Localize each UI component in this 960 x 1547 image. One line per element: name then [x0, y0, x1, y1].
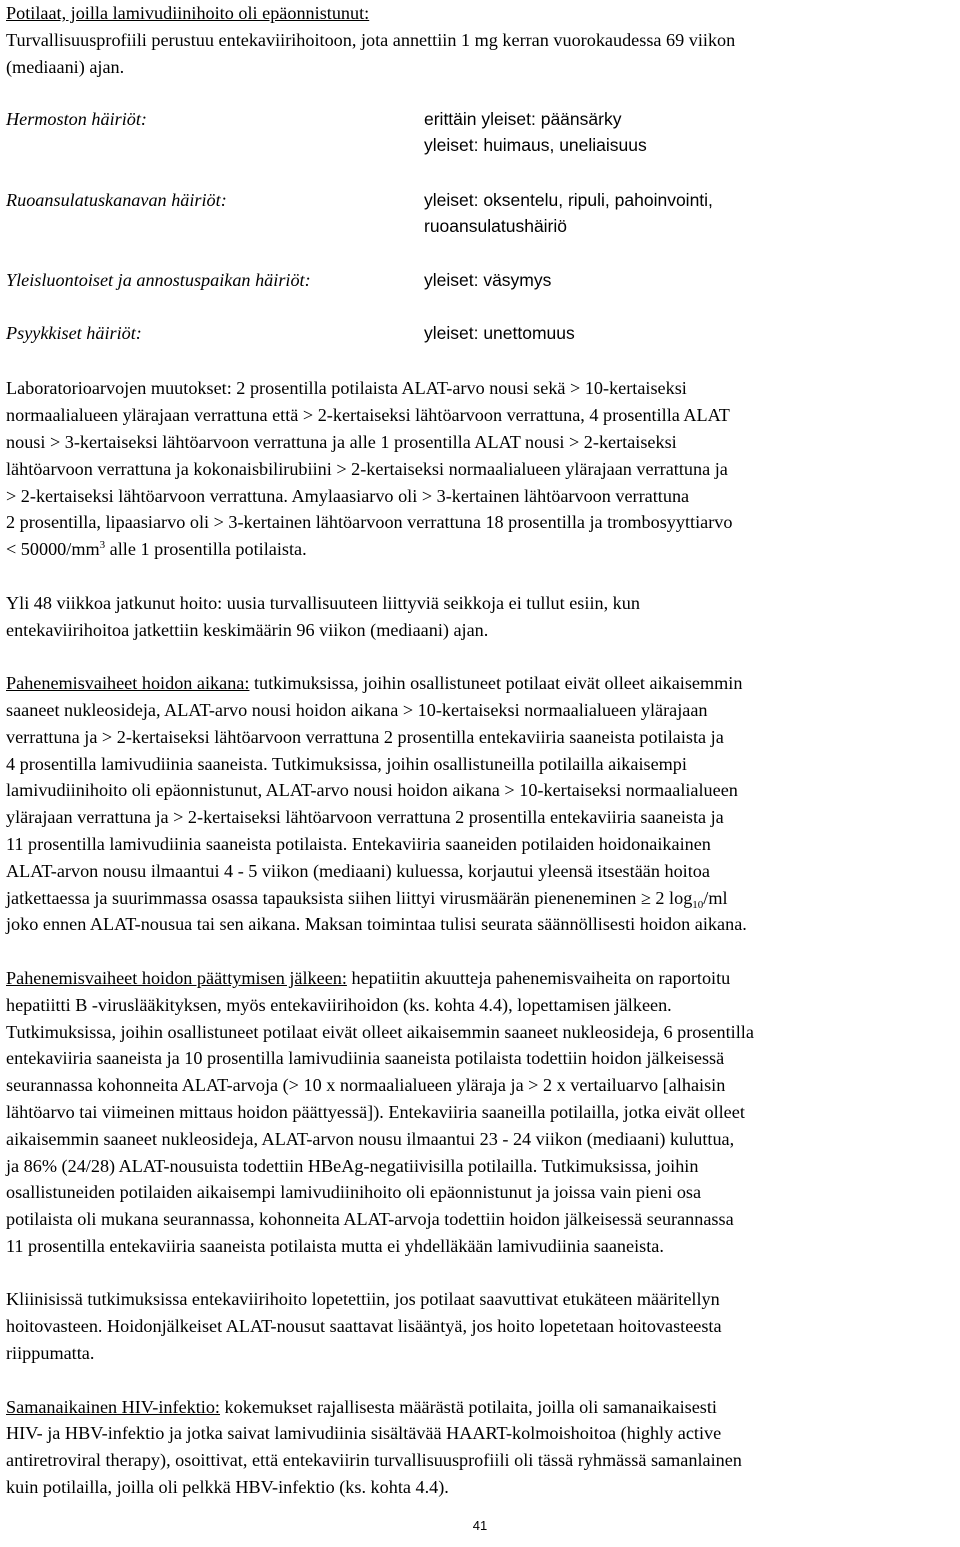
frequency-line: ruoansulatushäiriö — [424, 216, 568, 237]
frequency-value — [424, 267, 551, 293]
text-line: joko ennen ALAT-nousua tai sen aikana. Maksan toimintaa tulisi seurata säännöllisesti hoidon aikana. — [6, 914, 747, 935]
text-line: Turvallisuusprofiili perustuu entekaviirihoitoon, jota annettiin 1 mg kerran vuorokaudessa 69 viikon — [6, 29, 736, 50]
text-line: hepatiitti B -viruslääkityksen, myös entekaviirihoidon (ks. kohta 4.4), lopettamisen jälkeen. — [6, 994, 672, 1015]
lab-paragraph — [6, 375, 956, 563]
frequency-value — [424, 187, 713, 239]
text-line: Laboratorioarvojen muutokset: 2 prosentilla potilaista ALAT-arvo nousi sekä > 10-kertaiseksi — [6, 378, 687, 399]
intro-section — [6, 0, 956, 80]
text-line: (mediaani) ajan. — [6, 56, 125, 77]
hiv-paragraph — [6, 1394, 956, 1501]
text-line: kuin potilailla, joilla oli pelkkä HBV-infektio (ks. kohta 4.4). — [6, 1477, 449, 1498]
section-heading: Pahenemisvaiheet hoidon päättymisen jälkeen: — [6, 967, 347, 988]
frequency-line: erittäin yleiset: päänsärky — [424, 109, 622, 130]
text-line: Yli 48 viikkoa jatkunut hoito: uusia turvallisuuteen liittyviä seikkoja ei tullut esiin, kun — [6, 592, 640, 613]
subscript: 10 — [692, 898, 704, 911]
organ-class-label: Yleisluontoiset ja annostuspaikan häiriöt: — [6, 270, 311, 291]
text-line: entekaviirihoitoa jatkettiin keskimäärin 96 viikon (mediaani) ajan. — [6, 619, 489, 640]
text-fragment: hepatiitin akuutteja pahenemisvaiheita on raportoitu — [346, 967, 731, 988]
text-line: lamivudiinihoito oli epäonnistunut, ALAT-arvo nousi hoidon aikana > 10-kertaiseksi normaalialueen — [6, 780, 738, 801]
frequency-line: yleiset: huimaus, uneliaisuus — [424, 135, 647, 156]
text-line — [6, 536, 956, 563]
text-line: 2 prosentilla, lipaasiarvo oli > 3-kertainen lähtöarvoon verrattuna 18 prosentilla ja trombosyyttiarvo — [6, 512, 733, 533]
text-line: ALAT-arvon nousu ilmaantui 4 - 5 viikon (mediaani) kuluessa, korjautui yleensä itsestään hoitoa — [6, 860, 710, 881]
text-line: > 2-kertaiseksi lähtöarvoon verrattuna. Amylaasiarvo oli > 3-kertainen lähtöarvoon verrattuna — [6, 485, 690, 506]
text-line: nousi > 3-kertaiseksi lähtöarvoon verrattuna ja alle 1 prosentilla ALAT nousi > 2-kertaiseksi — [6, 431, 677, 452]
text-line: potilaista oli mukana seurannassa, kohonneita ALAT-arvoja todettiin hoidon jälkeisessä seurannassa — [6, 1209, 734, 1230]
long-term-paragraph — [6, 590, 956, 644]
frequency-line: yleiset: oksentelu, ripuli, pahoinvointi, — [424, 190, 713, 211]
text-fragment: < 50000/mm — [6, 539, 100, 560]
text-line: Kliinisissä tutkimuksissa entekaviirihoito lopetettiin, jos potilaat saavuttivat etukäteen määritellyn — [6, 1289, 720, 1310]
document-page — [6, 0, 956, 1501]
text-fragment: /ml — [703, 887, 728, 908]
page-number: 41 — [472, 1518, 488, 1533]
text-fragment: alle 1 prosentilla potilaista. — [105, 539, 307, 560]
section-heading: Samanaikainen HIV-infektio: — [6, 1396, 220, 1417]
text-line: antiretroviral therapy), osoittivat, että entekaviirin turvallisuusprofiili oli tässä ryhmässä samanlainen — [6, 1450, 742, 1471]
frequency-line: yleiset: väsymys — [424, 270, 552, 291]
text-line: lähtöarvoon verrattuna ja kokonaisbilirubiini > 2-kertaiseksi normaalialueen ylärajaan verrattuna ja — [6, 458, 728, 479]
organ-class-label: Hermoston häiriöt: — [6, 109, 147, 130]
text-line: aikaisemmin saaneet nukleosideja, ALAT-arvon nousu ilmaantui 23 - 24 viikon (mediaani) kuluttua, — [6, 1128, 735, 1149]
text-line: 11 prosentilla entekaviiria saaneista potilaista mutta ei yhdelläkään lamivudiinia saaneista. — [6, 1235, 664, 1256]
text-line: riippumatta. — [6, 1343, 95, 1364]
text-line: ylärajaan verrattuna ja > 2-kertaiseksi lähtöarvoon verrattuna 2 prosentilla entekaviiria saaneista ja — [6, 807, 724, 828]
text-line: osallistuneiden potilaiden aikaisempi lamivudiinihoito oli epäonnistunut ja joissa vain pieni osa — [6, 1182, 702, 1203]
section-heading: Pahenemisvaiheet hoidon aikana: — [6, 673, 250, 694]
text-line: ja 86% (24/28) ALAT-nousuista todettiin HBeAg-negatiivisilla potilailla. Tutkimuksissa, joihin — [6, 1155, 699, 1176]
text-fragment: tutkimuksissa, joihin osallistuneet potilaat eivät olleet aikaisemmin — [249, 673, 743, 694]
frequency-value — [424, 320, 575, 346]
text-line: HIV- ja HBV-infektio ja jotka saivat lamivudiinia sisältävää HAART-kolmoishoitoa (highly active — [6, 1423, 722, 1444]
text-fragment: kokemukset rajallisesta määrästä potilaita, joilla oli samanaikaisesti — [220, 1396, 717, 1417]
text-line — [6, 670, 956, 697]
exacerbations-after-paragraph — [6, 965, 956, 1260]
text-fragment: jatkettaessa ja suurimmassa osassa tapauksista siihen liittyi virusmäärän pieneneminen ≥ 2 log — [6, 887, 693, 908]
clinical-paragraph — [6, 1286, 956, 1366]
text-line — [6, 1394, 956, 1421]
text-line: entekaviiria saaneista ja 10 prosentilla lamivudiinia saaneista potilaista todettiin hoidon jälkeisessä — [6, 1048, 725, 1069]
text-line — [6, 885, 956, 912]
adverse-events-table — [6, 80, 956, 344]
exacerbations-during-paragraph — [6, 670, 956, 938]
text-line: 4 prosentilla lamivudiinia saaneista. Tutkimuksissa, joihin osallistuneilla potilailla aikaisempi — [6, 753, 687, 774]
superscript: 3 — [99, 539, 106, 552]
organ-class-label: Psyykkiset häiriöt: — [6, 323, 142, 344]
text-line: lähtöarvo tai viimeinen mittaus hoidon päättyessä]). Entekaviiria saaneilla potilailla, jotka eivät olleet — [6, 1101, 745, 1122]
text-line: hoitovasteen. Hoidonjälkeiset ALAT-nousut saattavat lisääntyä, jos hoito lopetetaan hoitovasteesta — [6, 1316, 722, 1337]
text-line: verrattuna ja > 2-kertaiseksi lähtöarvoon verrattuna 2 prosentilla entekaviiria saaneista potilaista ja — [6, 726, 724, 747]
frequency-value — [424, 106, 647, 158]
text-line: saaneet nukleosideja, ALAT-arvo nousi hoidon aikana > 10-kertaiseksi normaalialueen ylärajaan — [6, 699, 708, 720]
text-line: 11 prosentilla lamivudiinia saaneista potilaista. Entekaviiria saaneiden potilaiden hoidonaikainen — [6, 833, 711, 854]
intro-heading: Potilaat, joilla lamivudiinihoito oli epäonnistunut: — [6, 3, 370, 23]
text-line: Tutkimuksissa, joihin osallistuneet potilaat eivät olleet aikaisemmin saaneet nukleosideja, 6 prosentilla — [6, 1021, 754, 1042]
text-line: seurannassa kohonneita ALAT-arvoja (> 10 x normaalialueen yläraja ja > 2 x vertailuarvo [alhaisin — [6, 1075, 726, 1096]
text-line — [6, 965, 956, 992]
organ-class-label: Ruoansulatuskanavan häiriöt: — [6, 190, 227, 211]
text-line: normaalialueen ylärajaan verrattuna että > 2-kertaiseksi lähtöarvoon verrattuna, 4 prosentilla ALAT — [6, 405, 730, 426]
frequency-line: yleiset: unettomuus — [424, 323, 575, 344]
